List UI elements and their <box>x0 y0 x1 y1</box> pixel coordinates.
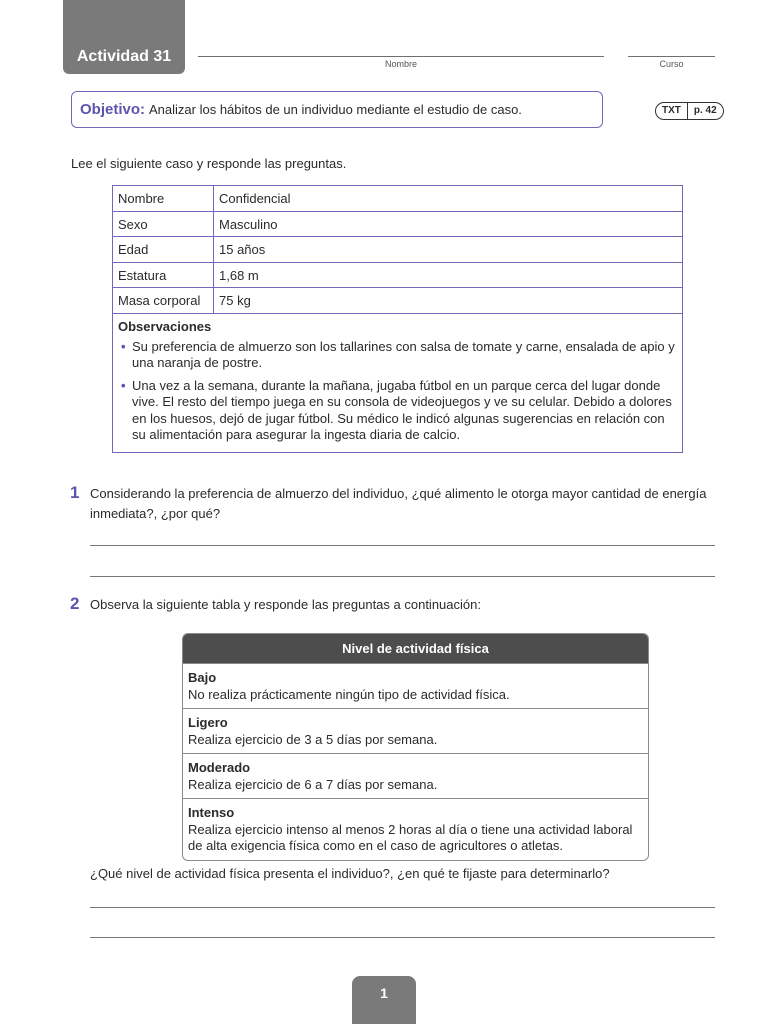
page-number: 1 <box>352 976 416 1024</box>
list-item: • Una vez a la semana, durante la mañana, jugaba fútbol en un parque cerca del lugar donde vive. El resto del tiempo juega en su consola de videojuegos y ve su celular. Debido a dolores en los huesos, dejó de jugar fútbol. Su médico le indicó algunas sugerencias en relación con su alimentación para asegurar la ingesta diaria de calcio. <box>118 378 677 444</box>
observations-section <box>113 314 682 452</box>
row-value: Masculino <box>219 216 278 232</box>
row-key: Estatura <box>113 263 214 288</box>
answer-line[interactable] <box>90 937 715 938</box>
level-description: Realiza ejercicio de 6 a 7 días por semana. <box>188 776 438 792</box>
table-row <box>113 212 682 238</box>
observations-list <box>118 339 677 444</box>
row-value: 75 kg <box>219 293 251 308</box>
activity-level-table <box>182 633 649 861</box>
table-row <box>183 798 648 860</box>
objective-text: Analizar los hábitos de un individuo mediante el estudio de caso. <box>149 102 522 117</box>
name-label: Nombre <box>384 59 417 69</box>
objective-box <box>71 91 603 128</box>
activity-label: Actividad 31 <box>63 0 185 74</box>
table-row <box>113 237 682 263</box>
row-key: Nombre <box>113 186 214 211</box>
course-field[interactable] <box>628 56 715 57</box>
answer-line[interactable] <box>90 545 715 546</box>
case-table <box>112 185 683 453</box>
answer-line[interactable] <box>90 907 715 908</box>
table-row <box>113 263 682 289</box>
level-title: Moderado <box>188 760 251 775</box>
row-value: 1,68 m <box>219 267 259 283</box>
answer-line[interactable] <box>90 576 715 577</box>
row-value: Confidencial <box>219 191 291 206</box>
level-description: Realiza ejercicio intenso al menos 2 horas al día o tiene una actividad laboral de alta exigencia física como en el caso de agricultores o atletas. <box>188 821 633 853</box>
question-2-followup: ¿Qué nivel de actividad física presenta el individuo?, ¿en qué te fijaste para determinarlo? <box>90 866 610 881</box>
table-header: Nivel de actividad física <box>183 634 648 663</box>
level-title: Bajo <box>188 670 217 685</box>
row-key: Edad <box>113 237 214 262</box>
name-field[interactable] <box>198 56 604 57</box>
level-description: No realiza prácticamente ningún tipo de actividad física. <box>188 686 510 702</box>
level-title: Intenso <box>188 805 235 820</box>
row-key: Masa corporal <box>113 288 214 313</box>
table-row <box>113 288 682 314</box>
question-2-text: Observa la siguiente tabla y responde las preguntas a continuación: <box>90 597 481 612</box>
txt-page: p. 42 <box>687 103 723 119</box>
table-row <box>183 708 648 753</box>
row-key: Sexo <box>113 212 214 237</box>
question-1-text: Considerando la preferencia de almuerzo del individuo, ¿qué alimento le otorga mayor cantidad de energía inmediata?, ¿por qué? <box>90 486 707 521</box>
list-item: • Su preferencia de almuerzo son los tallarines con salsa de tomate y carne, ensalada de apio y una naranja de postre. <box>118 339 677 372</box>
row-value: 15 años <box>219 242 266 257</box>
table-row <box>183 663 648 708</box>
course-label: Curso <box>659 59 684 69</box>
question-1-number: 1 <box>70 483 80 502</box>
objective-title: Objetivo: <box>80 101 146 118</box>
textbook-reference <box>655 102 724 120</box>
level-description: Realiza ejercicio de 3 a 5 días por semana. <box>188 731 438 747</box>
intro-instruction: Lee el siguiente caso y responde las preguntas. <box>71 156 347 171</box>
table-row <box>183 753 648 798</box>
txt-label: TXT <box>662 105 681 116</box>
level-title: Ligero <box>188 715 228 730</box>
observations-title: Observaciones <box>118 318 212 334</box>
question-2-number: 2 <box>70 594 80 613</box>
table-row <box>113 186 682 212</box>
